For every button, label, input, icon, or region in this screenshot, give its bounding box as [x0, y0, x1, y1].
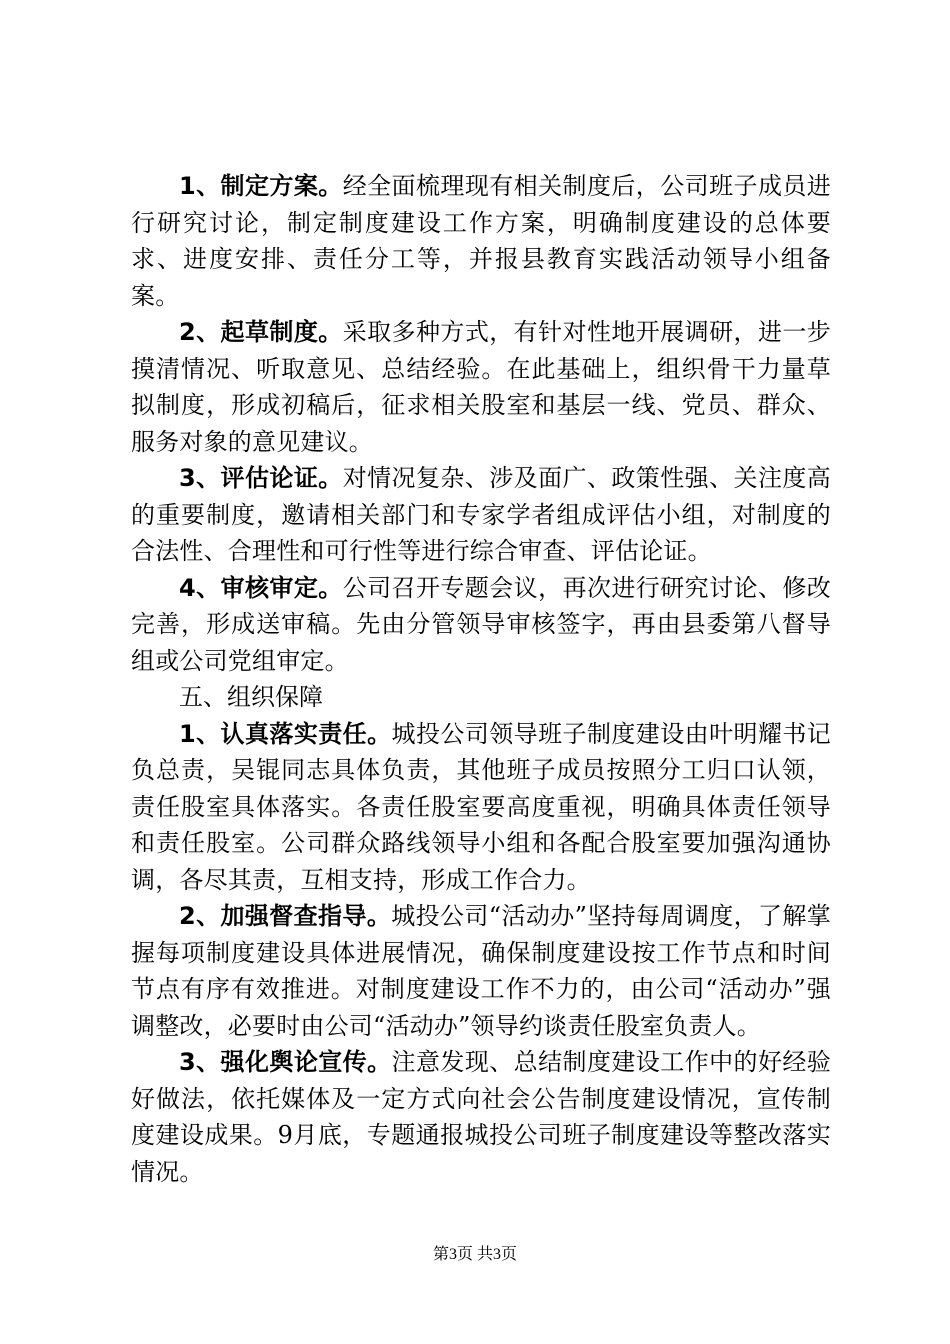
page-number-footer: 第3页 共3页: [432, 1246, 517, 1263]
paragraph-text: 城投公司“活动办”坚持每周调度，了解掌握每项制度建设具体进展情况，确保制度建设按工作节点和时间节点有序有效推进。对制度建设工作不力的，由公司“活动办”强调整改，必要时由公司“活动办”领导约谈责任股室负责人。: [131, 902, 831, 1040]
paragraph-lead: 1、认真落实责任。: [179, 719, 392, 748]
paragraph-draft-plan: [131, 168, 831, 314]
paragraph-supervision: [131, 898, 831, 1044]
paragraph-text: 公司召开专题会议，再次进行研究讨论、修改完善，形成送审稿。先由分管领导审核签字，再由县委第八督导组或公司党组审定。: [131, 573, 831, 675]
paragraph-text: 对情况复杂、涉及面广、政策性强、关注度高的重要制度，邀请相关部门和专家学者组成评估小组，对制度的合法性、合理性和可行性等进行综合审查、评估论证。: [131, 464, 831, 565]
document-body: [131, 168, 831, 1190]
paragraph-text: 注意发现、总结制度建设工作中的好经验好做法，依托媒体及一定方式向社会公告制度建设情况，宣传制度建设成果。9月底，专题通报城投公司班子制度建设等整改落实情况。: [131, 1048, 831, 1186]
paragraph-evaluation: [131, 460, 831, 570]
paragraph-publicity: [131, 1044, 831, 1190]
paragraph-responsibility: [131, 716, 831, 899]
paragraph-lead: 3、强化舆论宣传。: [179, 1048, 392, 1076]
paragraph-lead: 4、审核审定。: [179, 573, 343, 602]
paragraph-lead: 2、起草制度。: [179, 318, 343, 346]
paragraph-text: 经全面梳理现有相关制度后，公司班子成员进行研究讨论，制定制度建设工作方案，明确制度建设的总体要求、进度安排、责任分工等，并报县教育实践活动领导小组备案。: [131, 172, 831, 310]
paragraph-draft-system: [131, 314, 831, 460]
paragraph-review: [131, 570, 831, 680]
paragraph-lead: 1、制定方案。: [179, 172, 343, 200]
paragraph-lead: 3、评估论证。: [179, 464, 343, 492]
paragraph-text: 城投公司领导班子制度建设由叶明耀书记负总责，吴锟同志具体负责，其他班子成员按照分工归口认领，责任股室具体落实。各责任股室要高度重视，明确具体责任领导和责任股室。公司群众路线领导小组和各配合股室要加强沟通协调，各尽其责，互相支持，形成工作合力。: [131, 719, 831, 894]
paragraph-lead: 2、加强督查指导。: [179, 902, 392, 930]
paragraph-text: 采取多种方式，有针对性地开展调研，进一步摸清情况、听取意见、总结经验。在此基础上，组织骨干力量草拟制度，形成初稿后，征求相关股室和基层一线、党员、群众、服务对象的意见建议。: [131, 318, 831, 456]
section-heading: 五、组织保障: [179, 683, 323, 711]
